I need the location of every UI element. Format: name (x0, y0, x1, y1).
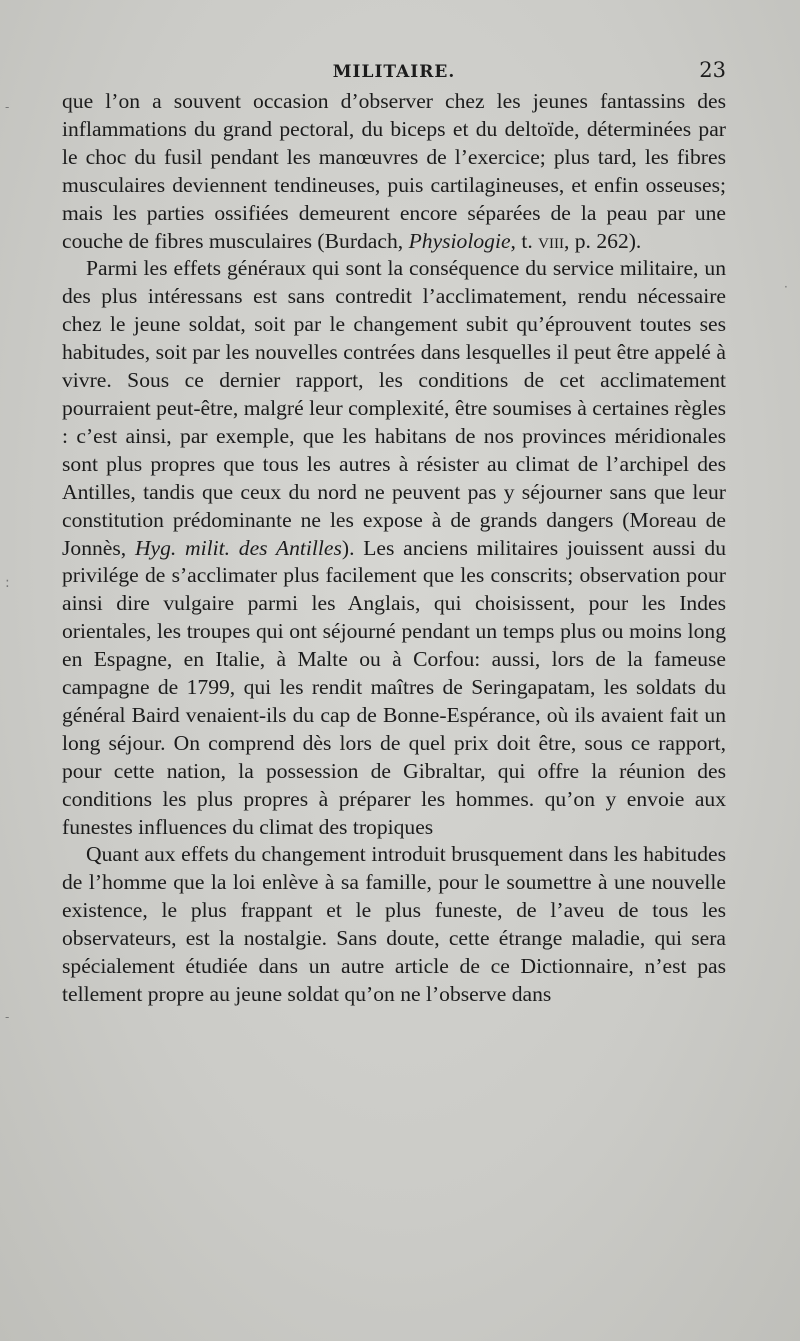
margin-speck: : (5, 575, 10, 591)
paragraph (62, 841, 726, 1008)
text-run: Quant aux effets du changement introduit brusquement dans les habitudes de l’homme que la loi enlève à sa famille, pour le soumettre à une nouvelle existence, le plus frappant et le plus funeste, de l’aveu de tous les observateurs, est la nostalgie. Sans doute, cette étrange maladie, qui sera spécialement étudiée dans un autre article de ce Dictionnaire, n’est pas tellement propre au jeune soldat qu’on ne l’observe dans (62, 842, 726, 1006)
running-head (62, 58, 726, 90)
paragraph (62, 255, 726, 841)
text-run: Parmi les effets généraux qui sont la conséquence du service militaire, un des plus intéressans est sans contredit l’acclimatement, rendu nécessaire chez le jeune soldat, soit par le changement subit qu’éprouvent toutes ses habitudes, soit par les nouvelles contrées dans lesquelles il peut être appelé à vivre. Sous ce dernier rapport, les conditions de cet acclimatement pourraient peut-être, malgré leur complexité, être soumises à certaines règles : c’est ainsi, par exemple, que les habitans de nos provinces méridionales sont plus propres que tous les autres à résister au climat de l’archipel des Antilles, tandis que ceux du nord ne peuvent pas y séjourner sans que leur constitution prédominante ne les expose à de grands dangers (Moreau de Jonnès, (62, 256, 726, 560)
page-number: 23 (699, 58, 726, 82)
body-text (62, 88, 726, 1009)
text-run: , t. (510, 228, 539, 253)
margin-speck: - (5, 100, 10, 114)
running-head-title: MILITAIRE. (332, 62, 456, 82)
smallcaps-run: viii (538, 228, 564, 253)
paragraph (62, 88, 726, 255)
text-run: , p. 262). (563, 228, 642, 253)
margin-speck: - (5, 1010, 10, 1024)
margin-speck: · (784, 280, 788, 294)
italic-run: Hyg. milit. des Antilles (134, 535, 342, 560)
text-run: que l’on a souvent occasion d’observer chez les jeunes fantassins des inflammations du grand pectoral, du biceps et du deltoïde, déterminées par le choc du fusil pendant les manœuvres de l’exercice; plus tard, les fibres musculaires deviennent tendineuses, puis cartilagineuses, et enfin osseuses; mais les parties ossifiées demeurent encore séparées de la peau par une couche de fibres musculaires (Burdach, (62, 89, 726, 253)
text-run: ). Les anciens militaires jouissent aussi du privilége de s’acclimater plus facilement que les conscrits; observation pour ainsi dire vulgaire parmi les Anglais, qui choisissent, pour les Indes orientales, les troupes qui ont séjourné pendant un temps plus ou moins long en Espagne, en Italie, à Malte ou à Corfou: aussi, lors de la fameuse campagne de 1799, qui les rendit maîtres de Seringapatam, les soldats du général Baird venaient-ils du cap de Bonne-Espérance, où ils avaient fait un long séjour. On comprend dès lors de quel prix doit être, sous ce rapport, pour cette nation, la possession de Gibraltar, qui offre la réunion des conditions les plus propres à préparer les hommes. qu’on y envoie aux funestes influences du climat des tropiques (62, 535, 726, 839)
italic-run: Physiologie (408, 228, 511, 253)
